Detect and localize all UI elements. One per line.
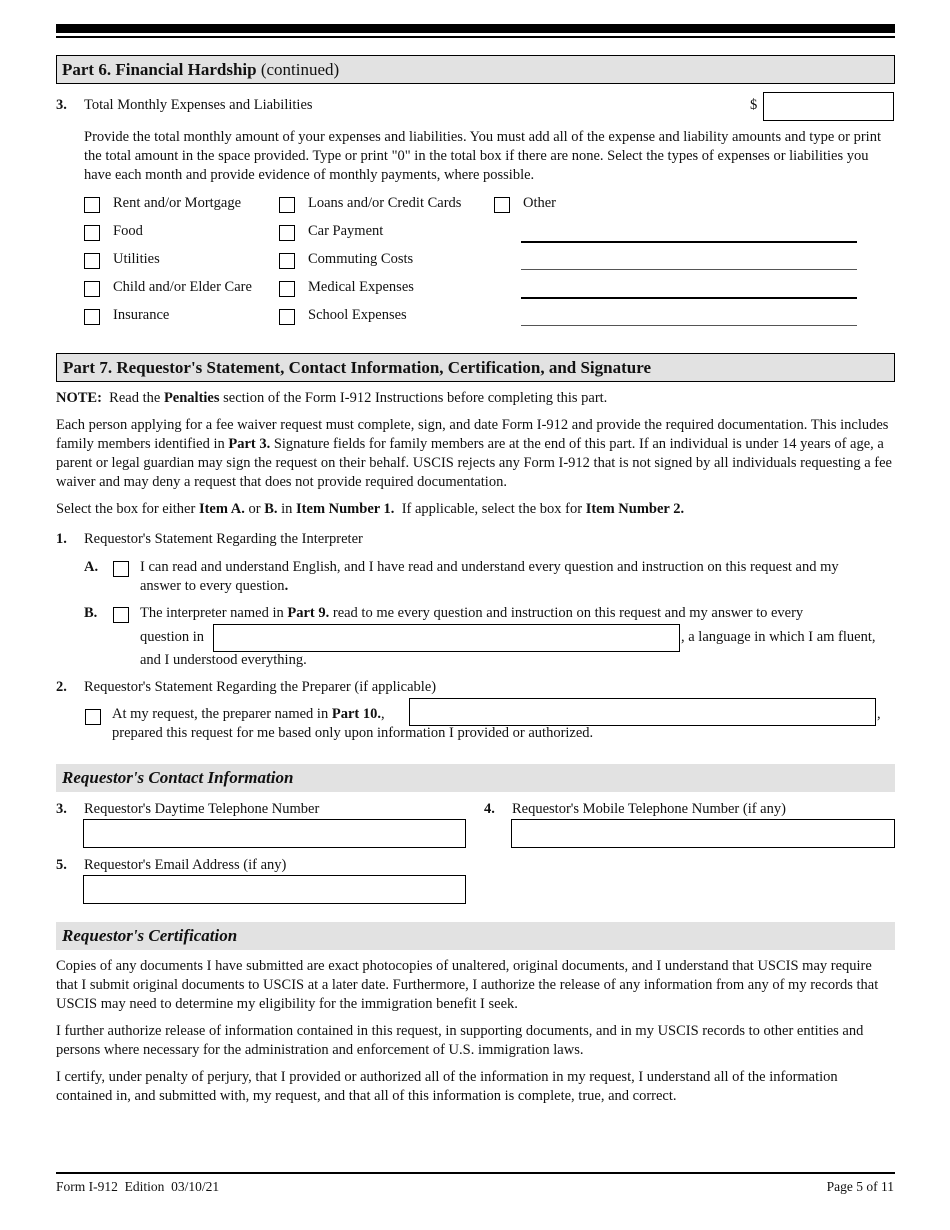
checkbox-label: Insurance [113, 307, 170, 323]
item-number: 1. [56, 531, 67, 547]
paragraph-text: Signature fields for family members are at the end of this part. If an individual is under 14 years of age, a parent or legal guardian may sign the request on their behalf. USCIS rejects any Form I-912 that is not signed by all individuals requesting a fee waiver and may deny a request that does not provide required documentation. [56, 436, 892, 490]
paragraph-text: Each person applying for a fee waiver request must complete, sign, and date Form I-912 and provide the required documentation. This includes family members identified in [56, 417, 889, 452]
item-number: 5. [56, 857, 67, 873]
interpreter-statement-text [140, 605, 803, 622]
paragraph-bold: Part 3. [228, 436, 271, 452]
language-fluent-text: , a language in which I am fluent, [681, 629, 876, 645]
other-checkbox[interactable] [494, 197, 510, 213]
email-input[interactable] [83, 875, 466, 904]
certification-paragraph: Copies of any documents I have submitted are exact photocopies of unaltered, original documents, and I understand that USCIS may require that I submit original documents to USCIS at a later date. Furthermore, I authorize the release of any information from any of my records that USCIS may need to determine my eligibility for the immigration benefit I seek. [56, 958, 879, 1012]
other-label: Other [523, 195, 557, 211]
select-bold: Item A. [198, 501, 245, 517]
checkbox-label: School Expenses [308, 307, 407, 323]
checkbox-label: Car Payment [308, 223, 384, 239]
email-label: Requestor's Email Address (if any) [84, 857, 287, 873]
english-statement-text-2 [140, 578, 288, 595]
page-number: Page 5 of 11 [826, 1179, 894, 1194]
loans-credit-cards-checkbox[interactable] [279, 197, 295, 213]
preparer-text: At my request, the preparer named in [112, 706, 332, 722]
checkbox-label: Child and/or Elder Care [113, 279, 252, 295]
preparer-comma: , [380, 706, 385, 722]
select-bold: Item Number 1. [296, 501, 395, 517]
other-input-line[interactable] [521, 297, 857, 299]
utilities-checkbox[interactable] [84, 253, 100, 269]
school-expenses-checkbox[interactable] [279, 309, 295, 325]
commuting-costs-checkbox[interactable] [279, 253, 295, 269]
select-text: Select the box for either [56, 501, 199, 517]
perjury-paragraph: I certify, under penalty of perjury, that I provided or authorized all of the information in my request, I understand all of the information contained in, and submitted with, my request, and that all of this information is complete, true, and correct. [56, 1069, 838, 1104]
preparer-comma: , [877, 706, 881, 722]
other-input-line[interactable] [521, 269, 857, 270]
footer-rule [56, 1172, 895, 1174]
checkbox-label: Rent and/or Mortgage [113, 195, 242, 211]
part6-header-continued: (continued) [256, 59, 340, 79]
part6-header-title: Part 6. Financial Hardship [62, 59, 257, 79]
english-statement-checkbox[interactable] [113, 561, 129, 577]
daytime-phone-label: Requestor's Daytime Telephone Number [84, 801, 320, 817]
certification-header: Requestor's Certification [56, 922, 895, 950]
note-label: NOTE: [56, 390, 102, 406]
item-number: 4. [484, 801, 495, 817]
form-edition: Form I-912 Edition 03/10/21 [56, 1179, 220, 1194]
total-expenses-label: Total Monthly Expenses and Liabilities [84, 97, 313, 113]
select-instruction [56, 501, 684, 518]
car-payment-checkbox[interactable] [279, 225, 295, 241]
interpreter-text: read to me every question and instruction on this request and my answer to every [329, 605, 804, 621]
interpreter-text: The interpreter named in [140, 605, 288, 621]
interpreter-statement-checkbox[interactable] [113, 607, 129, 623]
preparer-statement-text [112, 706, 385, 723]
select-bold: B. [264, 501, 278, 517]
select-text: If applicable, select the box for [394, 501, 586, 517]
select-text: in [277, 501, 297, 517]
top-rule-thick [56, 24, 895, 33]
english-statement-period: . [284, 578, 289, 594]
rent-mortgage-checkbox[interactable] [84, 197, 100, 213]
part6-header [56, 55, 895, 84]
select-bold: Item Number 2. [585, 501, 685, 517]
preparer-part-ref: Part 10. [331, 706, 381, 722]
question-in-label: question in [140, 629, 205, 645]
daytime-phone-input[interactable] [83, 819, 466, 848]
expenses-instructions: Provide the total monthly amount of your expenses and liabilities. You must add all of the expense and liability amounts and type or print the total amount in the space provided. Type or print "0" in the total box if there are none. Select the types of expenses or liabilities you have each month and provide evidence of monthly payments, where possible. [84, 129, 881, 183]
authorization-paragraph: I further authorize release of information contained in this request, in supporting documents, and in my USCIS records to other entities and persons where necessary for the administration and enforcement of U.S. immigration laws. [56, 1023, 864, 1058]
checkbox-label: Food [113, 223, 143, 239]
insurance-checkbox[interactable] [84, 309, 100, 325]
preparer-name-input[interactable] [409, 698, 876, 726]
item-number: 3. [56, 801, 67, 817]
note-line [56, 390, 607, 407]
language-input[interactable] [213, 624, 680, 652]
other-input-line[interactable] [521, 241, 857, 243]
note-text: section of the Form I-912 Instructions before completing this part. [219, 390, 608, 406]
mobile-phone-input[interactable] [511, 819, 895, 848]
medical-expenses-checkbox[interactable] [279, 281, 295, 297]
item-number: 3. [56, 97, 67, 113]
select-text: or [244, 501, 265, 517]
mobile-phone-label: Requestor's Mobile Telephone Number (if any) [512, 801, 786, 817]
total-expenses-input[interactable] [763, 92, 894, 121]
item-letter: A. [84, 559, 99, 575]
checkbox-label: Utilities [113, 251, 160, 267]
top-rule-thin [56, 36, 895, 38]
checkbox-label: Commuting Costs [308, 251, 414, 267]
preparer-statement-line2: prepared this request for me based only upon information I provided or authorized. [112, 725, 594, 741]
note-text: Read the [101, 390, 164, 406]
checkbox-label: Loans and/or Credit Cards [308, 195, 462, 211]
interpreter-part-ref: Part 9. [287, 605, 330, 621]
note-penalties: Penalties [163, 390, 220, 406]
child-elder-care-checkbox[interactable] [84, 281, 100, 297]
english-statement-continued: answer to every question [140, 578, 285, 594]
other-input-line[interactable] [521, 325, 857, 326]
currency-symbol: $ [750, 97, 758, 113]
interpreter-statement-label: Requestor's Statement Regarding the Interpreter [84, 531, 363, 547]
contact-info-header: Requestor's Contact Information [56, 764, 895, 792]
food-checkbox[interactable] [84, 225, 100, 241]
item-letter: B. [84, 605, 98, 621]
part7-header: Part 7. Requestor's Statement, Contact Information, Certification, and Signature [56, 353, 895, 382]
preparer-statement-label: Requestor's Statement Regarding the Preparer (if applicable) [84, 679, 437, 695]
preparer-statement-checkbox[interactable] [85, 709, 101, 725]
checkbox-label: Medical Expenses [308, 279, 414, 295]
item-number: 2. [56, 679, 67, 695]
instructions-paragraph [56, 416, 896, 492]
english-statement-text: I can read and understand English, and I have read and understand every question and instruction on this request and my [140, 559, 839, 575]
understood-text: and I understood everything. [140, 652, 307, 668]
